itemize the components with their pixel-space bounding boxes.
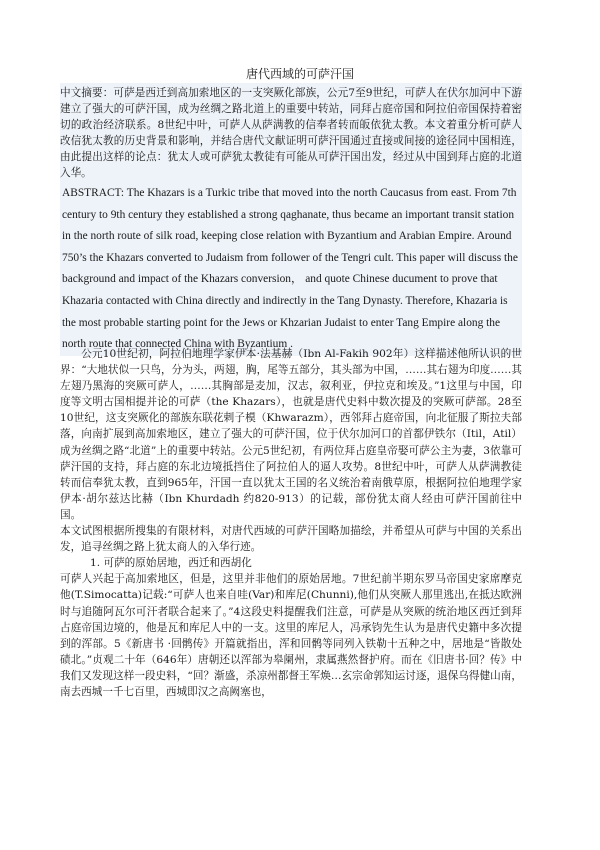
body-paragraph-2: 本文试图根据所搜集的有限材料，对唐代西域的可萨汗国略加描绘，并希望从可萨与中国的关系出发，追寻丝绸之路上犹太商人的入华行迹。 xyxy=(60,525,522,554)
section-heading-1: 1. 可萨的原始居地，西迁和西胡化 xyxy=(90,557,252,570)
abstract-english-label: ABSTRACT: xyxy=(62,187,125,199)
abstract-chinese-text: 可萨是西迁到高加索地区的一支突厥化部族，公元7至9世纪，可萨人在伏尔加河中下游建立了强大的可萨汗国，成为丝绸之路北道上的重要中转站，同拜占庭帝国和阿拉伯帝国保持着密切的政治经济联系。8世纪中叶，可萨人从萨满教的信奉者转而皈依犹太教。本文着重分析可萨人改信犹太教的历史背景和影响，并结合唐代文献证明可萨汗国通过直接或间接的途径同中国相连，由此提出这样的论点：犹太人或可萨犹太教徒有可能从可萨汗国出发，经过从中国到拜占庭的北道入华。 xyxy=(60,87,522,180)
body-paragraph-3: 可萨人兴起于高加索地区，但是，这里并非他们的原始居地。7世纪前半期东罗马帝国史家席摩克他(T.Simocatta)记载:“可萨人也来自哇(Var)和库尼(Chunni),他们从突厥人那里逃出,在抵达欧洲时与追随阿瓦尔可汗者联合起来了。”4这段史料提醒我们注意，可萨是从突厥的统治地区西迁到拜占庭帝国边境的，他是瓦和库尼人中的一支。这里的库尼人，冯承钧先生认为是唐代史籍中多次提到的浑部。5《新唐书 ·回鹘传》开篇就指出，浑和回鹘等同列入铁勒十五种之中，居地是“皆散处碛北。”贞观二十年（646年）唐朝还以浑部为皋阑州，隶属燕然督护府。而在《旧唐书·回？传》中我们又发现这样一段史料，“回？渐盛，杀凉州都督王军焕…玄宗命郭知运讨逐，退保乌得健山南，南去西城一千七百里，西城即汉之高阙塞也， xyxy=(60,573,522,698)
document-title: 唐代西域的可萨汗国 xyxy=(245,67,354,81)
abstract-english xyxy=(60,183,522,356)
body-text xyxy=(60,346,522,700)
abstract-chinese-label: 中文摘要： xyxy=(60,87,114,99)
abstract-english-text: The Khazars is a Turkic tribe that moved into the north Caucasus from east. From 7th century to 9th century they established a strong qaghanate, thus became an important transit station in the north route of silk road, keeping close relation with Byzantium and Arabian Empire. Around 750’s the Khazars converted to Judaism from follower of the Tengri cult. This paper will discuss the background and impact of the Khazars conversion， and quote Chinese ducument to prove that Khazaria contacted with China directly and indirectly in the Tang Dynasty. Therefore, Khazaria is the most probable starting point for the Jews or Khzarian Judaist to enter Tang Empire along the north route that connected China with Byzantium . xyxy=(62,187,518,351)
body-paragraph-1: 公元10世纪初，阿拉伯地理学家伊本·法基赫（Ibn Al-Fakih 902年）这样描述他所认识的世界：“大地状似一只鸟，分为头，两翅，胸，尾等五部分，其头部为中国，……其右翅为印度……其左翅乃黑海的突厥可萨人，……其胸部是麦加，汉志，叙利亚，伊拉克和埃及。”1这里与中国，印度等文明古国相提并论的可萨（the Khazars），也就是唐代史料中数次提及的突厥可萨部。28至10世纪，这支突厥化的部族东联花剌子模（Khwarazm），西邻拜占庭帝国，向北征服了斯拉夫部落，向南扩展到高加索地区，建立了强大的可萨汗国，位于伏尔加河口的首都伊铁尔（Itil，Atil）成为丝绸之路“北道”上的重要中转站。公元5世纪初，有两位拜占庭皇帝娶可萨公主为妻，3依靠可萨汗国的支持，拜占庭的东北边境抵挡住了阿拉伯人的逼人攻势。8世纪中叶，可萨人从萨满教徒转而信奉犹太教，直到965年，汗国一直以犹太王国的名义统治着南俄草原，根据阿拉伯地理学家伊本·胡尔兹达比赫（Ibn Khurdadh 约820-913）的记载，部份犹太商人经由可萨汗国前往中国。 xyxy=(60,348,522,521)
abstract-chinese xyxy=(60,83,522,184)
